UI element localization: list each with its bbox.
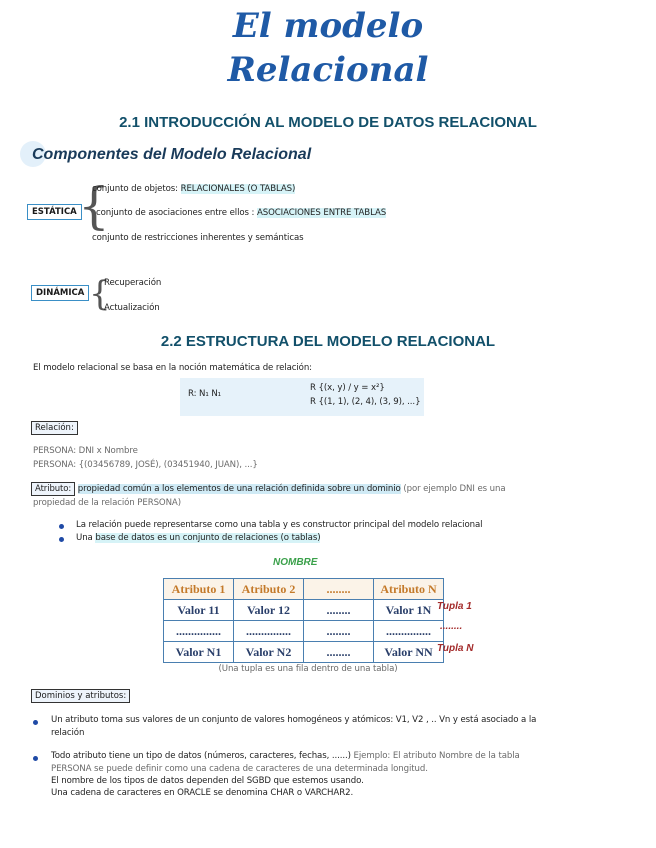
dominios-b1-line2: relación <box>51 728 85 738</box>
table-cell: Valor NN <box>374 642 444 663</box>
table-cell: Valor N2 <box>234 642 304 663</box>
dinamica-item-1: Recuperación <box>104 278 162 288</box>
table-name-label: NOMBRE <box>273 557 318 568</box>
estatica-item-3: conjunto de restricciones inherentes y semánticas <box>92 233 304 243</box>
page-title-line2: Relacional <box>227 50 429 90</box>
table-cell: Valor 11 <box>164 600 234 621</box>
dinamica-item-2: Actualización <box>104 303 160 313</box>
table-header-cell: Atributo N <box>374 579 444 600</box>
table-row <box>164 621 444 642</box>
tupla-dots-label: ........ <box>440 621 463 632</box>
table-header-cell: Atributo 1 <box>164 579 234 600</box>
relacion-line-1: PERSONA: DNI x Nombre <box>33 446 138 456</box>
table-cell: ........ <box>304 600 374 621</box>
bullet1-text: La relación puede representarse como una tabla y es constructor principal del modelo relacional <box>76 520 483 530</box>
table-header-cell: Atributo 2 <box>234 579 304 600</box>
atributo-label: Atributo: <box>31 482 75 496</box>
formula-right-2: R {(1, 1), (2, 4), (3, 9), ...} <box>310 397 421 407</box>
dominios-b1-line1: Un atributo toma sus valores de un conjunto de valores homogéneos y atómicos: V1, V2 , .. Vn y está asociado a la <box>51 715 537 725</box>
bullet-icon <box>59 524 64 529</box>
estatica-label: ESTÁTICA <box>27 204 82 220</box>
relation-table <box>163 578 444 663</box>
formula-box <box>180 378 424 416</box>
intro-text: El modelo relacional se basa en la noción matemática de relación: <box>33 363 312 373</box>
dominios-b2-line2: PERSONA se puede definir como una cadena de caracteres de una determinada longitud. <box>51 764 428 774</box>
bullet-icon <box>59 537 64 542</box>
dinamica-label: DINÁMICA <box>31 285 89 301</box>
tupla-n-label: Tupla N <box>437 643 474 654</box>
page-title-line1: El modelo <box>232 6 424 46</box>
dominios-b2-line1: Todo atributo tiene un tipo de datos (números, caracteres, fechas, ......) Ejemplo: El atributo Nombre de la tabla <box>51 751 520 761</box>
dinamica-brace: { <box>89 274 111 314</box>
bullet2-text: Una base de datos es un conjunto de relaciones (o tablas) <box>76 533 321 543</box>
table-cell: Valor 12 <box>234 600 304 621</box>
table-cell: ........ <box>304 642 374 663</box>
dominios-b2-line4: Una cadena de caracteres en ORACLE se denomina CHAR o VARCHAR2. <box>51 788 354 798</box>
table-cell: ............... <box>164 621 234 642</box>
table-row <box>164 642 444 663</box>
table-cell: ........ <box>304 621 374 642</box>
table-caption: (Una tupla es una fila dentro de una tabla) <box>218 664 398 674</box>
estatica-item-2: conjunto de asociaciones entre ellos : ASOCIACIONES ENTRE TABLAS <box>96 208 387 218</box>
table-cell: ............... <box>374 621 444 642</box>
formula-left: R: N₁ N₁ <box>188 389 222 399</box>
formula-right-1: R {(x, y) / y = x²} <box>310 383 385 393</box>
table-cell: ............... <box>234 621 304 642</box>
bullet-icon <box>33 720 38 725</box>
table-row <box>164 600 444 621</box>
section2-heading: 2.2 ESTRUCTURA DEL MODELO RELACIONAL <box>160 333 496 350</box>
relacion-line-2: PERSONA: {(03456789, JOSÉ), (03451940, JUAN), ...} <box>33 460 258 470</box>
atributo-line-2: propiedad de la relación PERSONA) <box>33 498 181 508</box>
tupla-1-label: Tupla 1 <box>437 601 472 612</box>
atributo-definition: Atributo: propiedad común a los elementos de una relación definida sobre un dominio (por ejemplo DNI es una <box>31 484 631 494</box>
estatica-brace: { <box>78 177 110 235</box>
dominios-label: Dominios y atributos: <box>31 689 130 703</box>
estatica-item-1: conjunto de objetos: RELACIONALES (O TABLAS) <box>92 184 296 194</box>
table-cell: Valor 1N <box>374 600 444 621</box>
components-heading: Componentes del Modelo Relacional <box>32 146 312 163</box>
section1-heading: 2.1 INTRODUCCIÓN AL MODELO DE DATOS RELACIONAL <box>119 114 537 131</box>
bullet-icon <box>33 756 38 761</box>
dominios-b2-line3: El nombre de los tipos de datos dependen del SGBD que estemos usando. <box>51 776 364 786</box>
table-header-row <box>164 579 444 600</box>
table-header-cell: ........ <box>304 579 374 600</box>
relacion-label: Relación: <box>31 421 78 435</box>
table-cell: Valor N1 <box>164 642 234 663</box>
